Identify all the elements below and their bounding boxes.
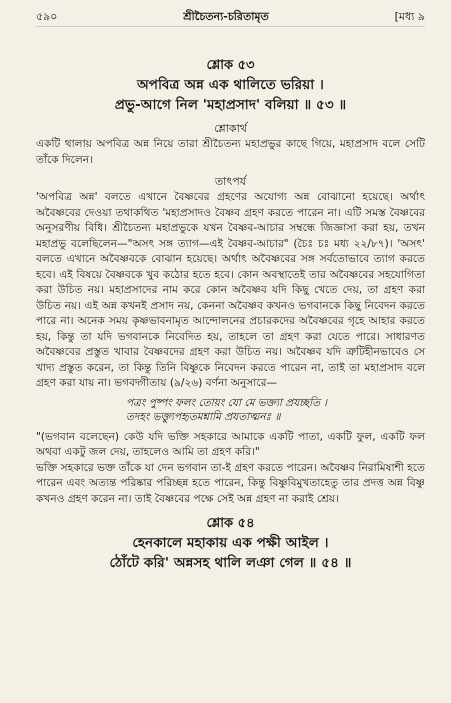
page-number: ৫৯০ <box>36 10 58 23</box>
verse-line: প্রভু-আগে নিল 'মহাপ্রসাদ' বলিয়া ॥ ৫৩ ॥ <box>114 97 347 113</box>
sanskrit-line: তদহং ভক্ত্যুপহৃতমশ্নামি প্রযতাত্মনঃ ॥ <box>126 410 281 423</box>
verse-54 <box>36 515 425 573</box>
translation-label: শ্লোকার্থ <box>214 122 247 135</box>
sanskrit-line: পত্রং পুষ্পং ফলং তোয়ং যো মে ভক্ত্যা প্রযচ্ছতি । <box>126 396 328 409</box>
verse-label: শ্লোক ৫৪ <box>206 516 255 531</box>
book-title: শ্রীচৈতন্য-চরিতামৃত <box>183 10 269 23</box>
verse-line: হেনকালে মহাকায় এক পক্ষী আইল । <box>132 535 329 551</box>
purport-label: তাৎপর্য <box>214 175 247 188</box>
verse-line: ঠোঁটে করি' অন্নসহ থালি লঞা গেল ॥ ৫৪ ॥ <box>109 555 352 571</box>
section-marker: [মধ্য ৯ <box>394 10 425 23</box>
verse-label: শ্লোক ৫৩ <box>206 58 255 73</box>
verse-line: অপবিত্র অন্ন এক থালিতে ভরিয়া । <box>137 77 324 93</box>
verse-53 <box>36 57 425 115</box>
sanskrit-quote <box>36 396 425 424</box>
page-header <box>36 8 425 27</box>
purport-paragraph: "(ভগবান বলেছেন) কেউ যদি ভক্তি সহকারে আমাকে একটি পাতা, একটি ফুল, একটি ফল অথবা একটু জল দেয়, তাহলেও আমি তা গ্রহণ করি।" <box>36 430 425 458</box>
purport-paragraph: ভক্তি সহকারে ভক্ত তাঁকে যা দেন ভগবান তা-ই গ্রহণ করতে পারেন। অবৈষ্ণব নিরামিষাশী হতে পারেন এবং অত্যন্ত পরিষ্কার পরিচ্ছন্ন হতে পারেন, কিন্তু বিষ্ণুবিমুখতাহেতু তার প্রদত্ত অন্ন বিষ্ণু কখনও গ্রহণ করেন না। তাই বৈষ্ণবের পক্ষে সেই অন্ন গ্রহণ না করাই শ্রেয়। <box>36 461 425 505</box>
translation-text: একটি থালায় অপবিত্র অন্ন নিয়ে তারা শ্রীচৈতন্য মহাপ্রভুর কাছে গিয়ে, মহাপ্রসাদ বলে সেটি তাঁকে দিলেন। <box>36 138 425 166</box>
purport-paragraph: 'অপবিত্র অন্ন' বলতে এখানে বৈষ্ণবের গ্রহণের অযোগ্য অন্ন বোঝানো হয়েছে। অর্থাৎ অবৈষ্ণবের দেওয়া তথাকথিত 'মহাপ্রসাদও বৈষ্ণব গ্রহণ করতে পারেন না। এটি সমস্ত বৈষ্ণবের অনুসরণীয় বিধি। শ্রীচৈতন্য মহাপ্রভুকে যখন বৈষ্ণব-আচার সম্বন্ধে জিজ্ঞাসা করা হয়, তখন মহাপ্রভু বলেছিলেন—"অসৎ সঙ্গ ত্যাগ—এই বৈষ্ণব-আচার" (চৈঃ চঃ মধ্য ২২/৮৭)। 'অসৎ' বলতে এখানে অবৈষ্ণবকে বোঝান হয়েছে। অর্থাৎ অবৈষ্ণবের সঙ্গ সর্বতোভাবে ত্যাগ করতে হবে। এই বিষয়ে বৈষ্ণবকে খুব কঠোর হতে হবে। কোন অবস্থাতেই তার অবৈষ্ণবের সহযোগিতা করা উচিত নয়। মহাপ্রসাদের নাম করে কোন অবৈষ্ণব যদি কিছু খেতে দেয়, তা গ্রহণ করা উচিত নয়। এই অন্ন কখনই প্রসাদ নয়, কেননা অবৈষ্ণব কখনও ভগবানকে কিছু নিবেদন করতে পারে না। অনেক সময় কৃষ্ণভাবনামৃত আন্দোলনের প্রচারকদের অবৈষ্ণবের গৃহে আহার করতে হয়, কিন্তু তা যদি ভগবানকে নিবেদিত হয়, তাহলে তা গ্রহণ করা যেতে পারে। সাধারণত অবৈষ্ণবের প্রস্তুত খাবার বৈষ্ণবদের গ্রহণ করা উচিত নয়। অবৈষ্ণব যদি ত্রুটিহীনভাবেও সে খাদ্য প্রস্তুত করেন, তা কিন্তু তিনি বিষ্ণুকে নিবেদন করতে পারেন না, তাই তা মহাপ্রসাদ বলে গ্রহণ করা যায় না। ভগবদ্গীতায় (৯/২৬) বর্ণনা অনুসারে— <box>36 191 425 389</box>
